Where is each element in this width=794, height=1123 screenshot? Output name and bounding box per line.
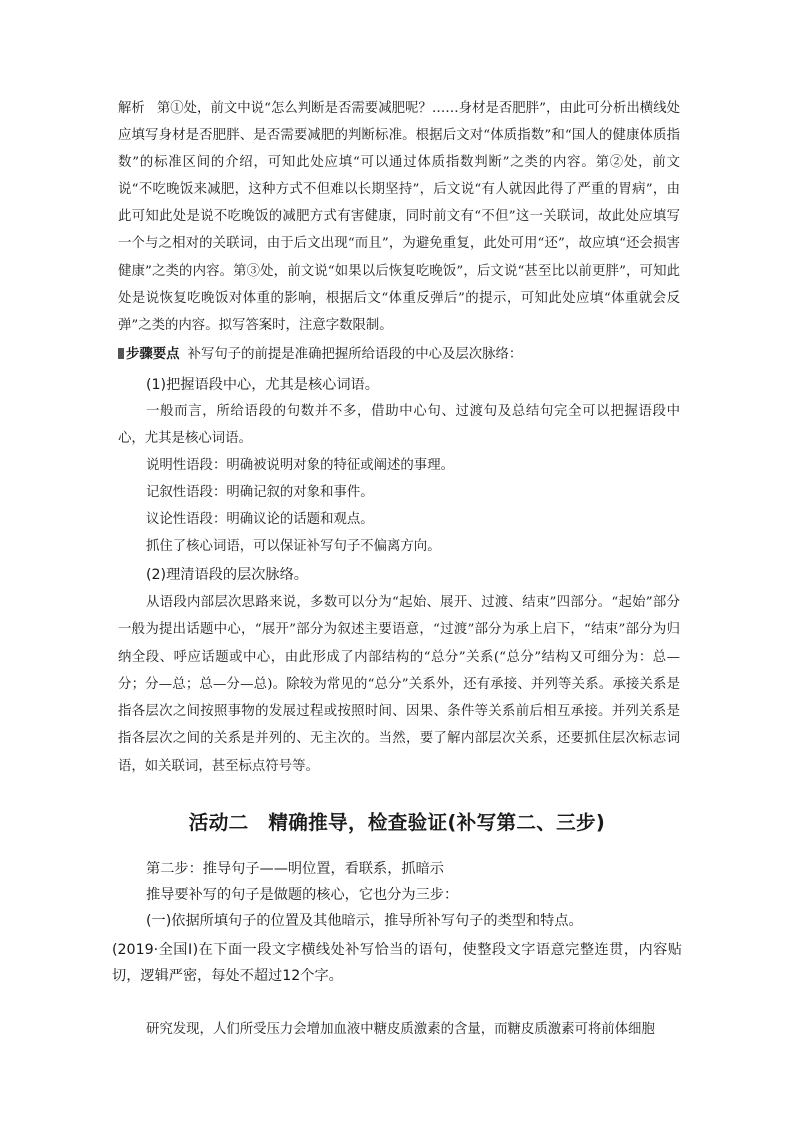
activity-title: 活动二 精确推导，检查验证(补写第二、三步) [188, 811, 606, 834]
point1-end: 抓住了核心词语，可以保证补写句子不偏离方向。 [146, 539, 441, 554]
question-prompt: (2019·全国Ⅰ)在下面一段文字横线处补写恰当的语句，使整段文字语意完整连贯，内容贴切，逻辑严密，每处不超过12个字。 [112, 942, 682, 984]
point1-title: (1)把握语段中心，尤其是核心词语。 [146, 377, 379, 393]
type-narrative: 记叙性语段：明确记叙的对象和事件。 [146, 485, 374, 500]
analysis-tag: 解析 [118, 101, 145, 116]
step2-heading: 第二步：推导句子——明位置，看联系，抓暗示 [146, 861, 444, 877]
point1-text: 一般而言，所给语段的句数并不多，借助中心句、过渡句及总结句完全可以把握语段中心，尤其是核心词语。 [118, 404, 680, 447]
sub-step-1: (一)依据所填句子的位置及其他暗示，推导所补写句子的类型和特点。 [146, 913, 583, 929]
steps-label: 步骤要点 [126, 347, 180, 362]
step2-description: 推导要补写的句子是做题的核心，它也分为三步： [146, 887, 459, 903]
steps-intro: 补写句子的前提是准确把握所给语段的中心及层次脉络： [187, 347, 523, 362]
analysis-text: 第①处，前文中说“怎么判断是否需要减肥呢？……身材是否肥胖”，由此可分析出横线处应填写身材是否肥胖、是否需要减肥的判断标准。根据后文对“体质指数”和“国人的健康体质指数”的标准区间的介绍，可知此处应填“可以通过体质指数判断”之类的内容。第②处，前文说“不吃晚饭来减肥，这种方式不但难以长期坚持”，后文说“有人就因此得了严重的胃病”，由此可知此处是说不吃晚饭的减肥方式有害健康，同时前文有“不但”这一关联词，故此处应填写一个与之相对的关联词，由于后文出现“而且”，为避免重复，此处可用“还”，故应填“还会损害健康”之类的内容。第③处，前文说“如果以后恢复吃晚饭”，后文说“甚至比以前更胖”，可知此处是说恢复吃晚饭对体重的影响，根据后文“体重反弹后”的提示，可知此处应填“体重就会反弹”之类的内容。拟写答案时，注意字数限制。 [118, 101, 680, 333]
analysis-paragraph [118, 95, 680, 339]
steps-header [118, 343, 698, 367]
passage-text: 研究发现，人们所受压力会增加血液中糖皮质激素的含量，而糖皮质激素可将前体细胞 [146, 1022, 655, 1037]
point2-title: (2)理清语段的层次脉络。 [146, 567, 308, 583]
type-argumentative: 议论性语段：明确议论的话题和观点。 [146, 512, 374, 527]
point2-text: 从语段内部层次思路来说，多数可以分为“起始、展开、过渡、结束”四部分。“起始”部分一般为提出话题中心，“展开”部分为叙述主要语意，“过渡”部分为承上启下，“结束”部分为归纳全段、呼应话题或中心，由此形成了内部结构的“总分”关系(“总分”结构又可细分为：总—分；分—总；总—分—总)。除较为常见的“总分”关系外，还有承接、并列等关系。承接关系是指各层次之间按照事物的发展过程或按照时间、因果、条件等关系前后相互承接。并列关系是指各层次之间的关系是并列的、无主次的。当然，要了解内部层次关系，还要抓住层次标志词语，如关联词，甚至标点符号等。 [118, 595, 680, 774]
section-marker-icon [118, 348, 124, 359]
type-explanatory: 说明性语段：明确被说明对象的特征或阐述的事理。 [146, 458, 454, 473]
